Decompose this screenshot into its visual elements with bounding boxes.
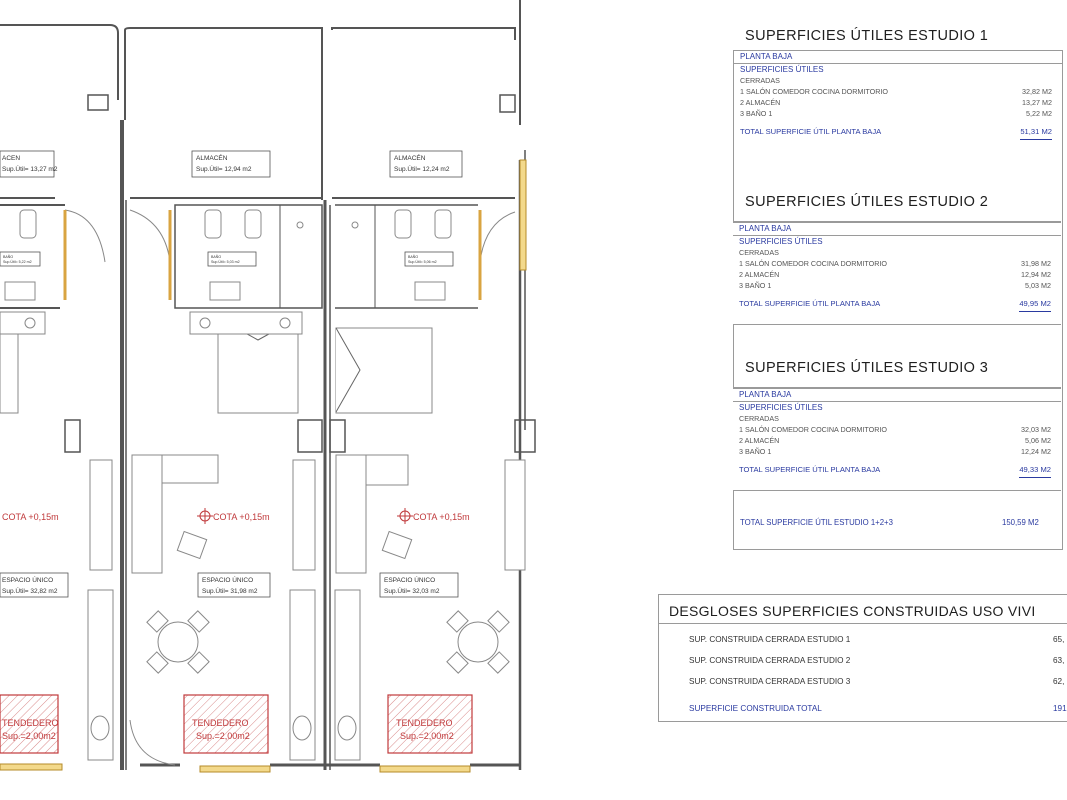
table-row xyxy=(733,446,1061,457)
row-value: 31,98 M2 xyxy=(1021,259,1051,268)
table-row xyxy=(733,424,1061,435)
table-section-label: SUPERFICIES ÚTILES xyxy=(739,237,823,246)
row-label: 2 ALMACÉN xyxy=(739,270,780,279)
desgloses-total-value: 191 xyxy=(1053,704,1067,713)
row-value: 13,27 M2 xyxy=(1022,98,1052,107)
room-area-bano-1: Sup.Útil= 5,22 m2 xyxy=(3,260,32,264)
desgloses-row: SUP. CONSTRUIDA CERRADA ESTUDIO 1 xyxy=(689,635,851,644)
total-label: TOTAL SUPERFICIE ÚTIL PLANTA BAJA xyxy=(739,465,881,474)
row-label: 3 BAÑO 1 xyxy=(739,447,772,456)
desgloses-value: 65, xyxy=(1053,635,1065,644)
room-area-espacio-3: Sup.Útil= 32,03 m2 xyxy=(384,588,440,595)
room-name-bano-2: BAÑO xyxy=(211,255,222,259)
desgloses-divider xyxy=(659,623,1067,624)
tendedero-area-2: Sup.=2,00m2 xyxy=(196,731,250,741)
row-value: 12,94 M2 xyxy=(1021,270,1051,279)
table-row xyxy=(734,97,1062,108)
row-value: 32,03 M2 xyxy=(1021,425,1051,434)
cota-label-2: COTA +0,15m xyxy=(213,512,270,522)
tendedero-area-3: Sup.=2,00m2 xyxy=(400,731,454,741)
table-floor-label: PLANTA BAJA xyxy=(734,51,1062,64)
table-category: CERRADAS xyxy=(740,76,780,85)
room-name-almacen-3: ALMACÉN xyxy=(394,155,426,162)
row-label: 2 ALMACÉN xyxy=(739,436,780,445)
desgloses-value: 62, xyxy=(1053,677,1065,686)
room-name-espacio-1: ESPACIO ÚNICO xyxy=(2,577,54,584)
room-name-almacen-1: ACEN xyxy=(2,155,21,162)
total-value: 49,33 M2 xyxy=(1019,463,1051,478)
row-label: 1 SALÓN COMEDOR COCINA DORMITORIO xyxy=(739,425,888,434)
room-area-espacio-1: Sup.Útil= 32,82 m2 xyxy=(2,588,58,595)
grand-total-value: 150,59 M2 xyxy=(1002,518,1039,527)
beds xyxy=(0,312,432,413)
room-area-bano-2: Sup.Útil= 5,03 m2 xyxy=(211,260,240,264)
room-area-bano-3: Sup.Útil= 5,06 m2 xyxy=(408,260,437,264)
total-label: TOTAL SUPERFICIE ÚTIL PLANTA BAJA xyxy=(739,299,881,308)
table-row xyxy=(733,258,1061,269)
total-value: 51,31 M2 xyxy=(1020,125,1052,140)
table-title-estudio-3: SUPERFICIES ÚTILES ESTUDIO 3 xyxy=(745,360,989,376)
area-table-estudio-3 xyxy=(733,387,1061,491)
total-value: 49,95 M2 xyxy=(1019,297,1051,312)
tendedero-name-1: TENDEDERO xyxy=(2,718,59,728)
tendedero-name-2: TENDEDERO xyxy=(192,718,249,728)
table-title-estudio-2: SUPERFICIES ÚTILES ESTUDIO 2 xyxy=(745,194,989,210)
row-label: 1 SALÓN COMEDOR COCINA DORMITORIO xyxy=(739,259,888,268)
row-value: 5,22 M2 xyxy=(1026,109,1052,118)
desgloses-row: SUP. CONSTRUIDA CERRADA ESTUDIO 3 xyxy=(689,677,851,686)
room-name-almacen-2: ALMACÉN xyxy=(196,155,228,162)
desgloses-value: 63, xyxy=(1053,656,1065,665)
table-row xyxy=(733,269,1061,280)
room-area-almacen-1: Sup.Útil= 13,27 m2 xyxy=(2,166,58,173)
table-total-row xyxy=(733,297,1061,311)
row-value: 12,24 M2 xyxy=(1021,447,1051,456)
tendedero-area-1: Sup.=2,00m2 xyxy=(2,731,56,741)
row-value: 32,82 M2 xyxy=(1022,87,1052,96)
row-label: 3 BAÑO 1 xyxy=(739,281,772,290)
table-section-label: SUPERFICIES ÚTILES xyxy=(739,403,823,412)
table-row xyxy=(733,435,1061,446)
table-category: CERRADAS xyxy=(739,248,779,257)
desgloses-row: SUP. CONSTRUIDA CERRADA ESTUDIO 2 xyxy=(689,656,851,665)
table-category: CERRADAS xyxy=(739,414,779,423)
table-row xyxy=(734,86,1062,97)
total-label: TOTAL SUPERFICIE ÚTIL PLANTA BAJA xyxy=(740,127,882,136)
room-name-bano-3: BAÑO xyxy=(408,255,419,259)
tendedero-name-3: TENDEDERO xyxy=(396,718,453,728)
table-floor-label: PLANTA BAJA xyxy=(733,388,1061,402)
table-section-label: SUPERFICIES ÚTILES xyxy=(740,65,824,74)
room-area-almacen-2: Sup.Útil= 12,94 m2 xyxy=(196,166,252,173)
cota-label-3: COTA +0,15m xyxy=(413,512,470,522)
row-value: 5,06 M2 xyxy=(1025,436,1051,445)
row-label: 2 ALMACÉN xyxy=(740,98,781,107)
table-floor-label: PLANTA BAJA xyxy=(733,222,1061,236)
cota-label-1: COTA +0,15m xyxy=(2,512,59,522)
row-label: 3 BAÑO 1 xyxy=(740,109,773,118)
room-name-espacio-3: ESPACIO ÚNICO xyxy=(384,577,436,584)
table-row xyxy=(733,280,1061,291)
table-title-estudio-1: SUPERFICIES ÚTILES ESTUDIO 1 xyxy=(745,28,989,44)
room-area-almacen-3: Sup.Útil= 12,24 m2 xyxy=(394,166,450,173)
grand-total-label: TOTAL SUPERFICIE ÚTIL ESTUDIO 1+2+3 xyxy=(740,518,893,527)
table-row xyxy=(734,108,1062,119)
room-area-espacio-2: Sup.Útil= 31,98 m2 xyxy=(202,588,258,595)
room-name-espacio-2: ESPACIO ÚNICO xyxy=(202,577,254,584)
row-value: 5,03 M2 xyxy=(1025,281,1051,290)
room-name-bano-1: BAÑO xyxy=(3,255,14,259)
sofas xyxy=(132,455,412,573)
dining-tables xyxy=(147,611,509,673)
desgloses-title: DESGLOSES SUPERFICIES CONSTRUIDAS USO VIVI xyxy=(669,603,1036,619)
desgloses-table xyxy=(658,594,1067,722)
table-total-row xyxy=(733,463,1061,477)
desgloses-total-label: SUPERFICIE CONSTRUIDA TOTAL xyxy=(689,704,822,713)
table-total-row xyxy=(734,125,1062,139)
row-label: 1 SALÓN COMEDOR COCINA DORMITORIO xyxy=(740,87,889,96)
area-table-estudio-2 xyxy=(733,221,1061,325)
